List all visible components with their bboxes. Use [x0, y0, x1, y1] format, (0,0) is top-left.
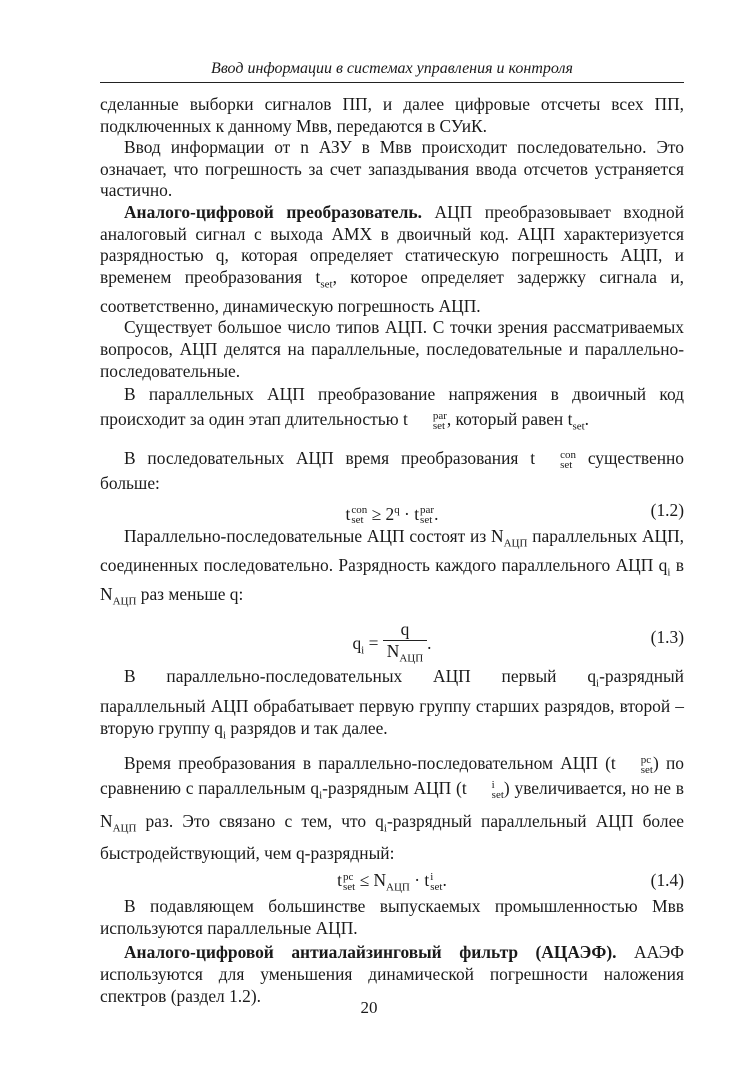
paragraph: Ввод информации от n АЗУ в Мвв происходит последовательно. Это означает, что погрешность за счет запаздывания ввода отсчетов устраняется частично.	[100, 137, 684, 201]
paragraph: Существует большое число типов АЦП. С точки зрения рассматриваемых вопросов, АЦП делятся на параллельные, последовательные и параллельно-последовательные.	[100, 317, 684, 381]
paragraph: Время преобразования в параллельно-последовательном АЦП (t pc set ) по сравнению с параллельным $q_i$-разрядным АЦП (t i set ) увеличивается, но не в $N_{АЦП}$ раз. Это связано с тем, что $q_i$-разрядный параллельный АЦП более быстродействующий, чем q-разрядный:	[100, 753, 685, 864]
equation-number: (1.3)	[650, 626, 684, 647]
running-header: Ввод информации в системах управления и контроля	[211, 60, 573, 77]
paragraph: Аналого-цифровой преобразователь. АЦП преобразовывает входной аналоговый сигнал с выхода АМХ в двоичный код. АЦП характеризуется разрядностью q, которая определяет статическую погрешность АЦП, и временем преобразования $t_{set}$, которое определяет задержку сигнала и, соответственно, динамическую погрешность АЦП.	[100, 201, 684, 316]
paragraph: В последовательных АЦП время преобразования t con set существенно больше:	[100, 447, 684, 493]
equation-number: (1.4)	[650, 870, 684, 891]
body-text	[100, 94, 684, 1007]
equation-1-2: t con set ≥ $2^q \cdot t$ par set . (1.2)	[345, 499, 684, 527]
equation-1-4: t pc set ≤ $N_{АЦП} \cdot t$ i set . (1.4)	[337, 870, 684, 894]
equation-number: (1.2)	[650, 499, 684, 520]
paragraph: Параллельно-последовательные АЦП состоят из $N_{АЦП}$ параллельных АЦП, соединенных последовательно. Разрядность каждого параллельного АЦП $q_i$ в $N_{АЦП}$ раз меньше q:	[100, 525, 684, 608]
paragraph: сделанные выборки сигналов ПП, и далее цифровые отсчеты всех ПП, подключенных к данному Мвв, передаются в СУиК.	[100, 94, 684, 136]
equation-1-3: $q_i$ = $\frac{q}{N_{АЦП}}$ . (1.3)	[352, 618, 684, 665]
term-heading: Аналого-цифровой антиалайзинговый фильтр (АЦАЭФ).	[124, 942, 617, 963]
header-rule	[100, 82, 684, 83]
paragraph: В параллельно-последовательных АЦП первый $q_i$-разрядный параллельный АЦП обрабатывает первую группу старших разрядов, второй – вторую группу $q_i$ разрядов и так далее.	[100, 665, 684, 742]
page-number: 20	[360, 998, 378, 1017]
paragraph: Аналого-цифровой антиалайзинговый фильтр (АЦАЭФ). ААЭФ используются для уменьшения динамической погрешности наложения спектров (раздел 1.2).	[100, 942, 685, 1006]
paragraph: В подавляющем большинстве выпускаемых промышленностью Мвв используются параллельные АЦП.	[100, 896, 684, 938]
paragraph: В параллельных АЦП преобразование напряжения в двоичный код происходит за один этап длительностью t par set , который равен $t_{set}$.	[100, 384, 684, 433]
term-heading: Аналого-цифровой преобразователь.	[124, 201, 422, 222]
